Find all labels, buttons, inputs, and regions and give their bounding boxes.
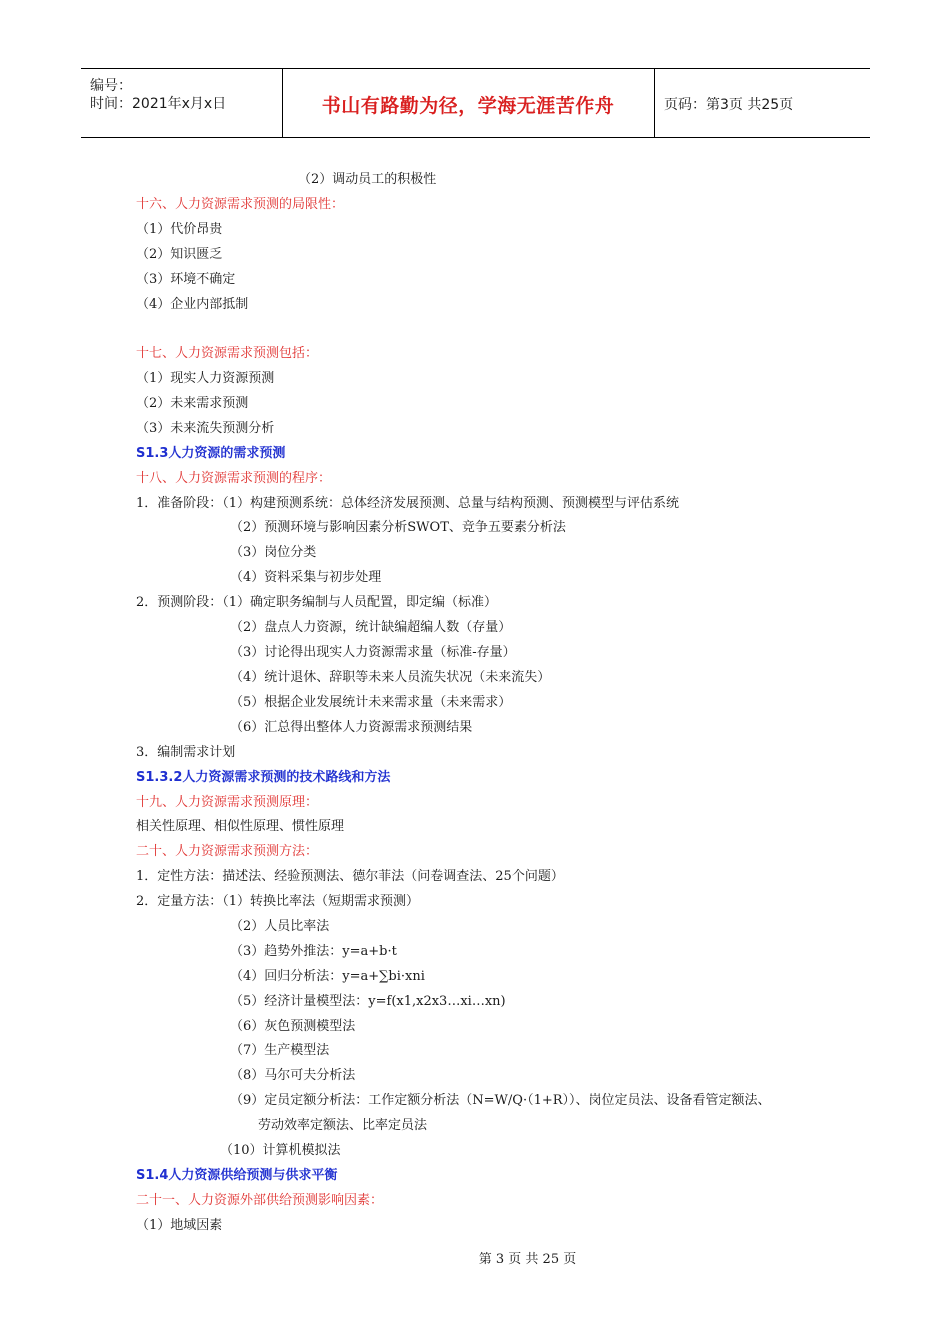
list-item: （1）地域因素 — [136, 1218, 223, 1233]
document-number-label: 编号： — [90, 78, 132, 94]
list-item: （3）讨论得出现实人力资源需求量（标准-存量） — [230, 645, 516, 660]
list-item: （3）趋势外推法：y=a+b·t — [230, 944, 397, 959]
list-item: （6）灰色预测模型法 — [230, 1019, 356, 1034]
list-item: 2．预测阶段：（1）确定职务编制与人员配置，即定编（标准） — [136, 595, 498, 610]
list-item: （10）计算机模拟法 — [220, 1143, 341, 1158]
paragraph: 相关性原理、相似性原理、惯性原理 — [136, 819, 345, 834]
header-page-cell — [654, 69, 870, 137]
list-item: （2）未来需求预测 — [136, 396, 249, 411]
chapter-heading: S1.4人力资源供给预测与供求平衡 — [136, 1168, 338, 1183]
list-item: （3）环境不确定 — [136, 272, 236, 287]
list-item: （3）未来流失预测分析 — [136, 421, 275, 436]
section-heading: 二十一、人力资源外部供给预测影响因素： — [136, 1193, 384, 1208]
list-item: 2．定量方法：（1）转换比率法（短期需求预测） — [136, 894, 420, 909]
list-item: （4）企业内部抵制 — [136, 297, 249, 312]
list-item: （1）代价昂贵 — [136, 222, 223, 237]
list-item: （5）经济计量模型法：y=f(x1,x2x3…xi…xn) — [230, 994, 506, 1009]
header-meta-cell — [81, 69, 283, 137]
list-item: （2）预测环境与影响因素分析SWOT、竞争五要素分析法 — [230, 520, 566, 535]
list-item: （4）资料采集与初步处理 — [230, 570, 382, 585]
list-item: 3．编制需求计划 — [136, 745, 236, 760]
header-motto: 书山有路勤为径，学海无涯苦作舟 — [321, 95, 615, 117]
list-item: （4）统计退休、辞职等未来人员流失状况（未来流失） — [230, 670, 551, 685]
list-item: （2）调动员工的积极性 — [298, 172, 437, 187]
list-item: （2）盘点人力资源，统计缺编超编人数（存量） — [230, 620, 512, 635]
list-item: （6）汇总得出整体人力资源需求预测结果 — [230, 720, 473, 735]
document-date: 时间：2021年x月x日 — [90, 96, 227, 112]
page-header — [81, 68, 870, 138]
list-item: （5）根据企业发展统计未来需求量（未来需求） — [230, 695, 512, 710]
header-page-info: 页码：第3页 共25页 — [664, 97, 794, 113]
section-heading: 十六、人力资源需求预测的局限性： — [136, 197, 345, 212]
list-item: （7）生产模型法 — [230, 1043, 330, 1058]
list-item: （8）马尔可夫分析法 — [230, 1068, 356, 1083]
list-item: （9）定员定额分析法：工作定额分析法（N=W/Q·（1+R））、岗位定员法、设备看管定额法、 — [230, 1093, 771, 1108]
section-heading: 十九、人力资源需求预测原理： — [136, 795, 319, 810]
list-item: 1．准备阶段：（1）构建预测系统：总体经济发展预测、总量与结构预测、预测模型与评估系统 — [136, 496, 680, 511]
chapter-heading: S1.3人力资源的需求预测 — [136, 446, 286, 461]
section-heading: 二十、人力资源需求预测方法： — [136, 844, 319, 859]
header-motto-cell — [282, 69, 655, 137]
section-heading: 十八、人力资源需求预测的程序： — [136, 471, 332, 486]
list-item: （3）岗位分类 — [230, 545, 317, 560]
section-heading: 十七、人力资源需求预测包括： — [136, 346, 319, 361]
list-item: （4）回归分析法：y=a+∑bi·xni — [230, 969, 425, 984]
list-item: 1．定性方法：描述法、经验预测法、德尔菲法（问卷调查法、25个问题） — [136, 869, 564, 884]
list-item: （2）知识匮乏 — [136, 247, 223, 262]
list-item-continuation: 劳动效率定额法、比率定员法 — [258, 1118, 428, 1133]
page-footer: 第 3 页 共 25 页 — [478, 1252, 577, 1267]
list-item: （1）现实人力资源预测 — [136, 371, 275, 386]
chapter-heading: S1.3.2人力资源需求预测的技术路线和方法 — [136, 770, 391, 785]
list-item: （2）人员比率法 — [230, 919, 330, 934]
